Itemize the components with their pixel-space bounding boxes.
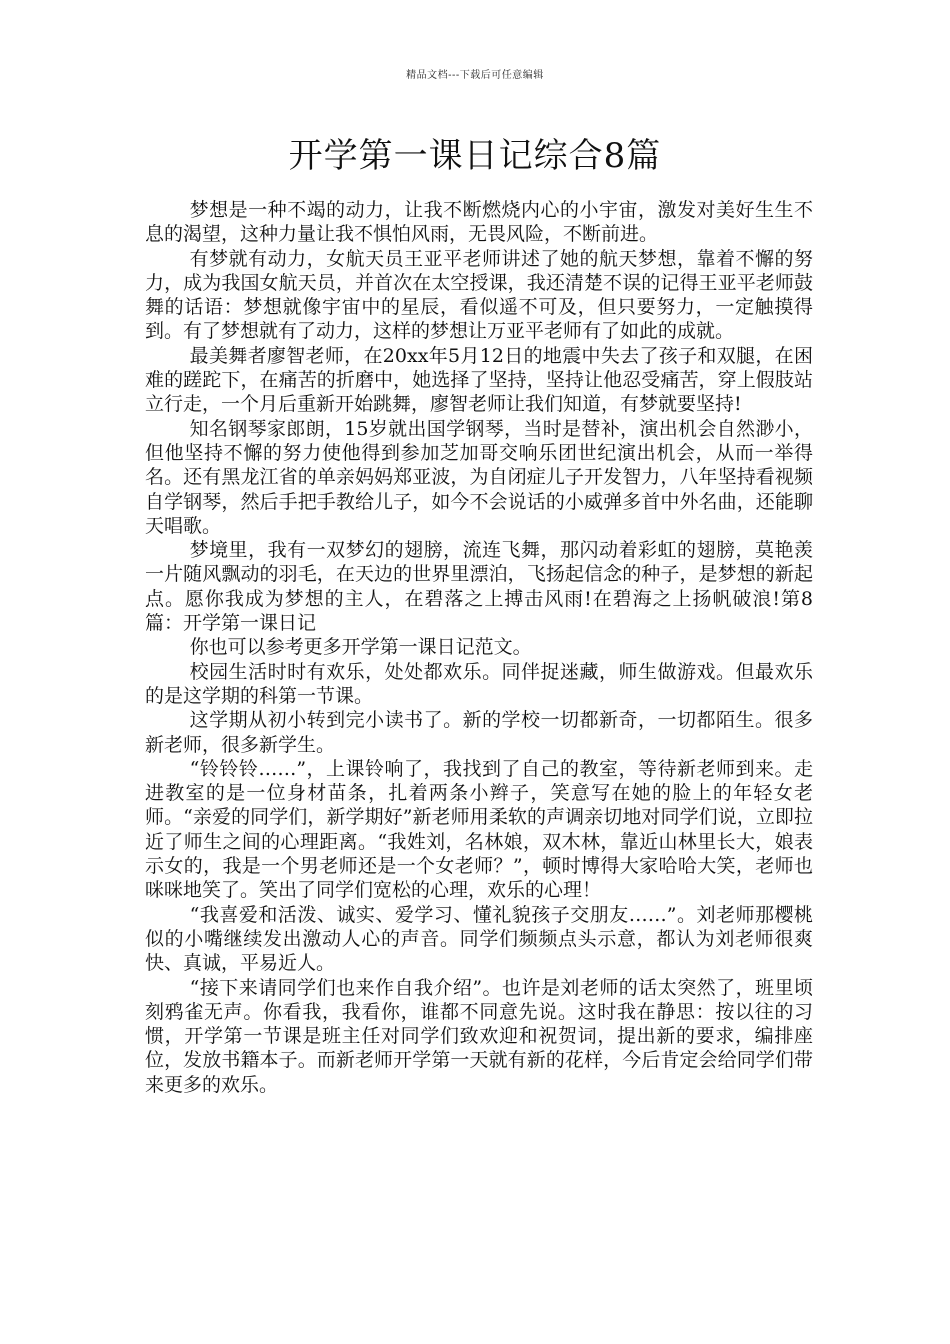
paragraph: 有梦就有动力，女航天员王亚平老师讲述了她的航天梦想，靠着不懈的努力，成为我国女航天员，并首次在太空授课，我还清楚不误的记得王亚平老师鼓舞的话语：梦想就像宇宙中的星辰，看似遥不可及，但只要努力，一定触摸得到。有了梦想就有了动力，这样的梦想让万亚平老师有了如此的成就。 — [145, 247, 813, 343]
paragraph: “接下来请同学们也来作自我介绍”。也许是刘老师的话太突然了，班里顷刻鸦雀无声。你看我，我看你，谁都不同意先说。这时我在静思：按以往的习惯，开学第一节课是班主任对同学们致欢迎和祝贺词，提出新的要求，编排座位，发放书籍本子。而新老师开学第一天就有新的花样，今后肯定会给同学们带来更多的欢乐。 — [145, 976, 813, 1096]
paragraph: 最美舞者廖智老师，在20xx年5月12日的地震中失去了孩子和双腿，在困难的蹉跎下，在痛苦的折磨中，她选择了坚持，坚持让他忍受痛苦，穿上假肢站立行走，一个月后重新开始跳舞，廖智老师让我们知道，有梦就要坚持! — [145, 344, 813, 416]
document-title: 开学第一课日记综合8篇 — [288, 136, 662, 176]
paragraph: 校园生活时时有欢乐，处处都欢乐。同伴捉迷藏，师生做游戏。但最欢乐的是这学期的科第一节课。 — [145, 660, 813, 707]
header-note: 精品文档---下载后可任意编辑 — [406, 70, 544, 81]
paragraph: 这学期从初小转到完小读书了。新的学校一切都新奇，一切都陌生。很多新老师，很多新学生。 — [145, 709, 813, 756]
paragraph: 梦境里，我有一双梦幻的翅膀，流连飞舞，那闪动着彩虹的翅膀，莫艳羡一片随风飘动的羽毛，在天边的世界里漂泊，飞扬起信念的种子，是梦想的新起点。愿你我成为梦想的主人，在碧落之上搏击风雨!在碧海之上扬帆破浪!第8篇：开学第一课日记 — [145, 539, 813, 635]
paragraph: “铃铃铃……”，上课铃响了，我找到了自己的教室，等待新老师到来。走进教室的是一位身材苗条，扎着两条小辫子，笑意写在她的脸上的年轻女老师。“亲爱的同学们，新学期好”新老师用柔软的声调亲切地对同学们说，立即拉近了师生之间的心理距离。“我姓刘，名林娘，双木林，靠近山林里长大，娘表示女的，我是一个男老师还是一个女老师？”，顿时博得大家哈哈大笑，老师也咪咪地笑了。笑出了同学们宽松的心理，欢乐的心理！ — [145, 757, 813, 902]
paragraph: 你也可以参考更多开学第一课日记范文。 — [189, 636, 532, 659]
document-body — [145, 198, 813, 1097]
paragraph: 梦想是一种不竭的动力，让我不断燃烧内心的小宇宙，激发对美好生生不息的渴望，这种力量让我不惧怕风雨，无畏风险，不断前进。 — [145, 199, 813, 246]
paragraph: “我喜爱和活泼、诚实、爱学习、懂礼貌孩子交朋友……”。刘老师那樱桃似的小嘴继续发出激动人心的声音。同学们频频点头示意，都认为刘老师很爽快、真诚，平易近人。 — [145, 903, 813, 975]
paragraph: 知名钢琴家郎朗，15岁就出国学钢琴，当时是替补，演出机会自然渺小，但他坚持不懈的努力使他得到参加芝加哥交响乐团世纪演出机会，从而一举得名。还有黑龙江省的单亲妈妈郑亚波，为自闭症儿子开发智力，八年坚持看视频自学钢琴，然后手把手教给儿子，如今不会说话的小威弹多首中外名曲，还能聊天唱歌。 — [145, 417, 813, 537]
